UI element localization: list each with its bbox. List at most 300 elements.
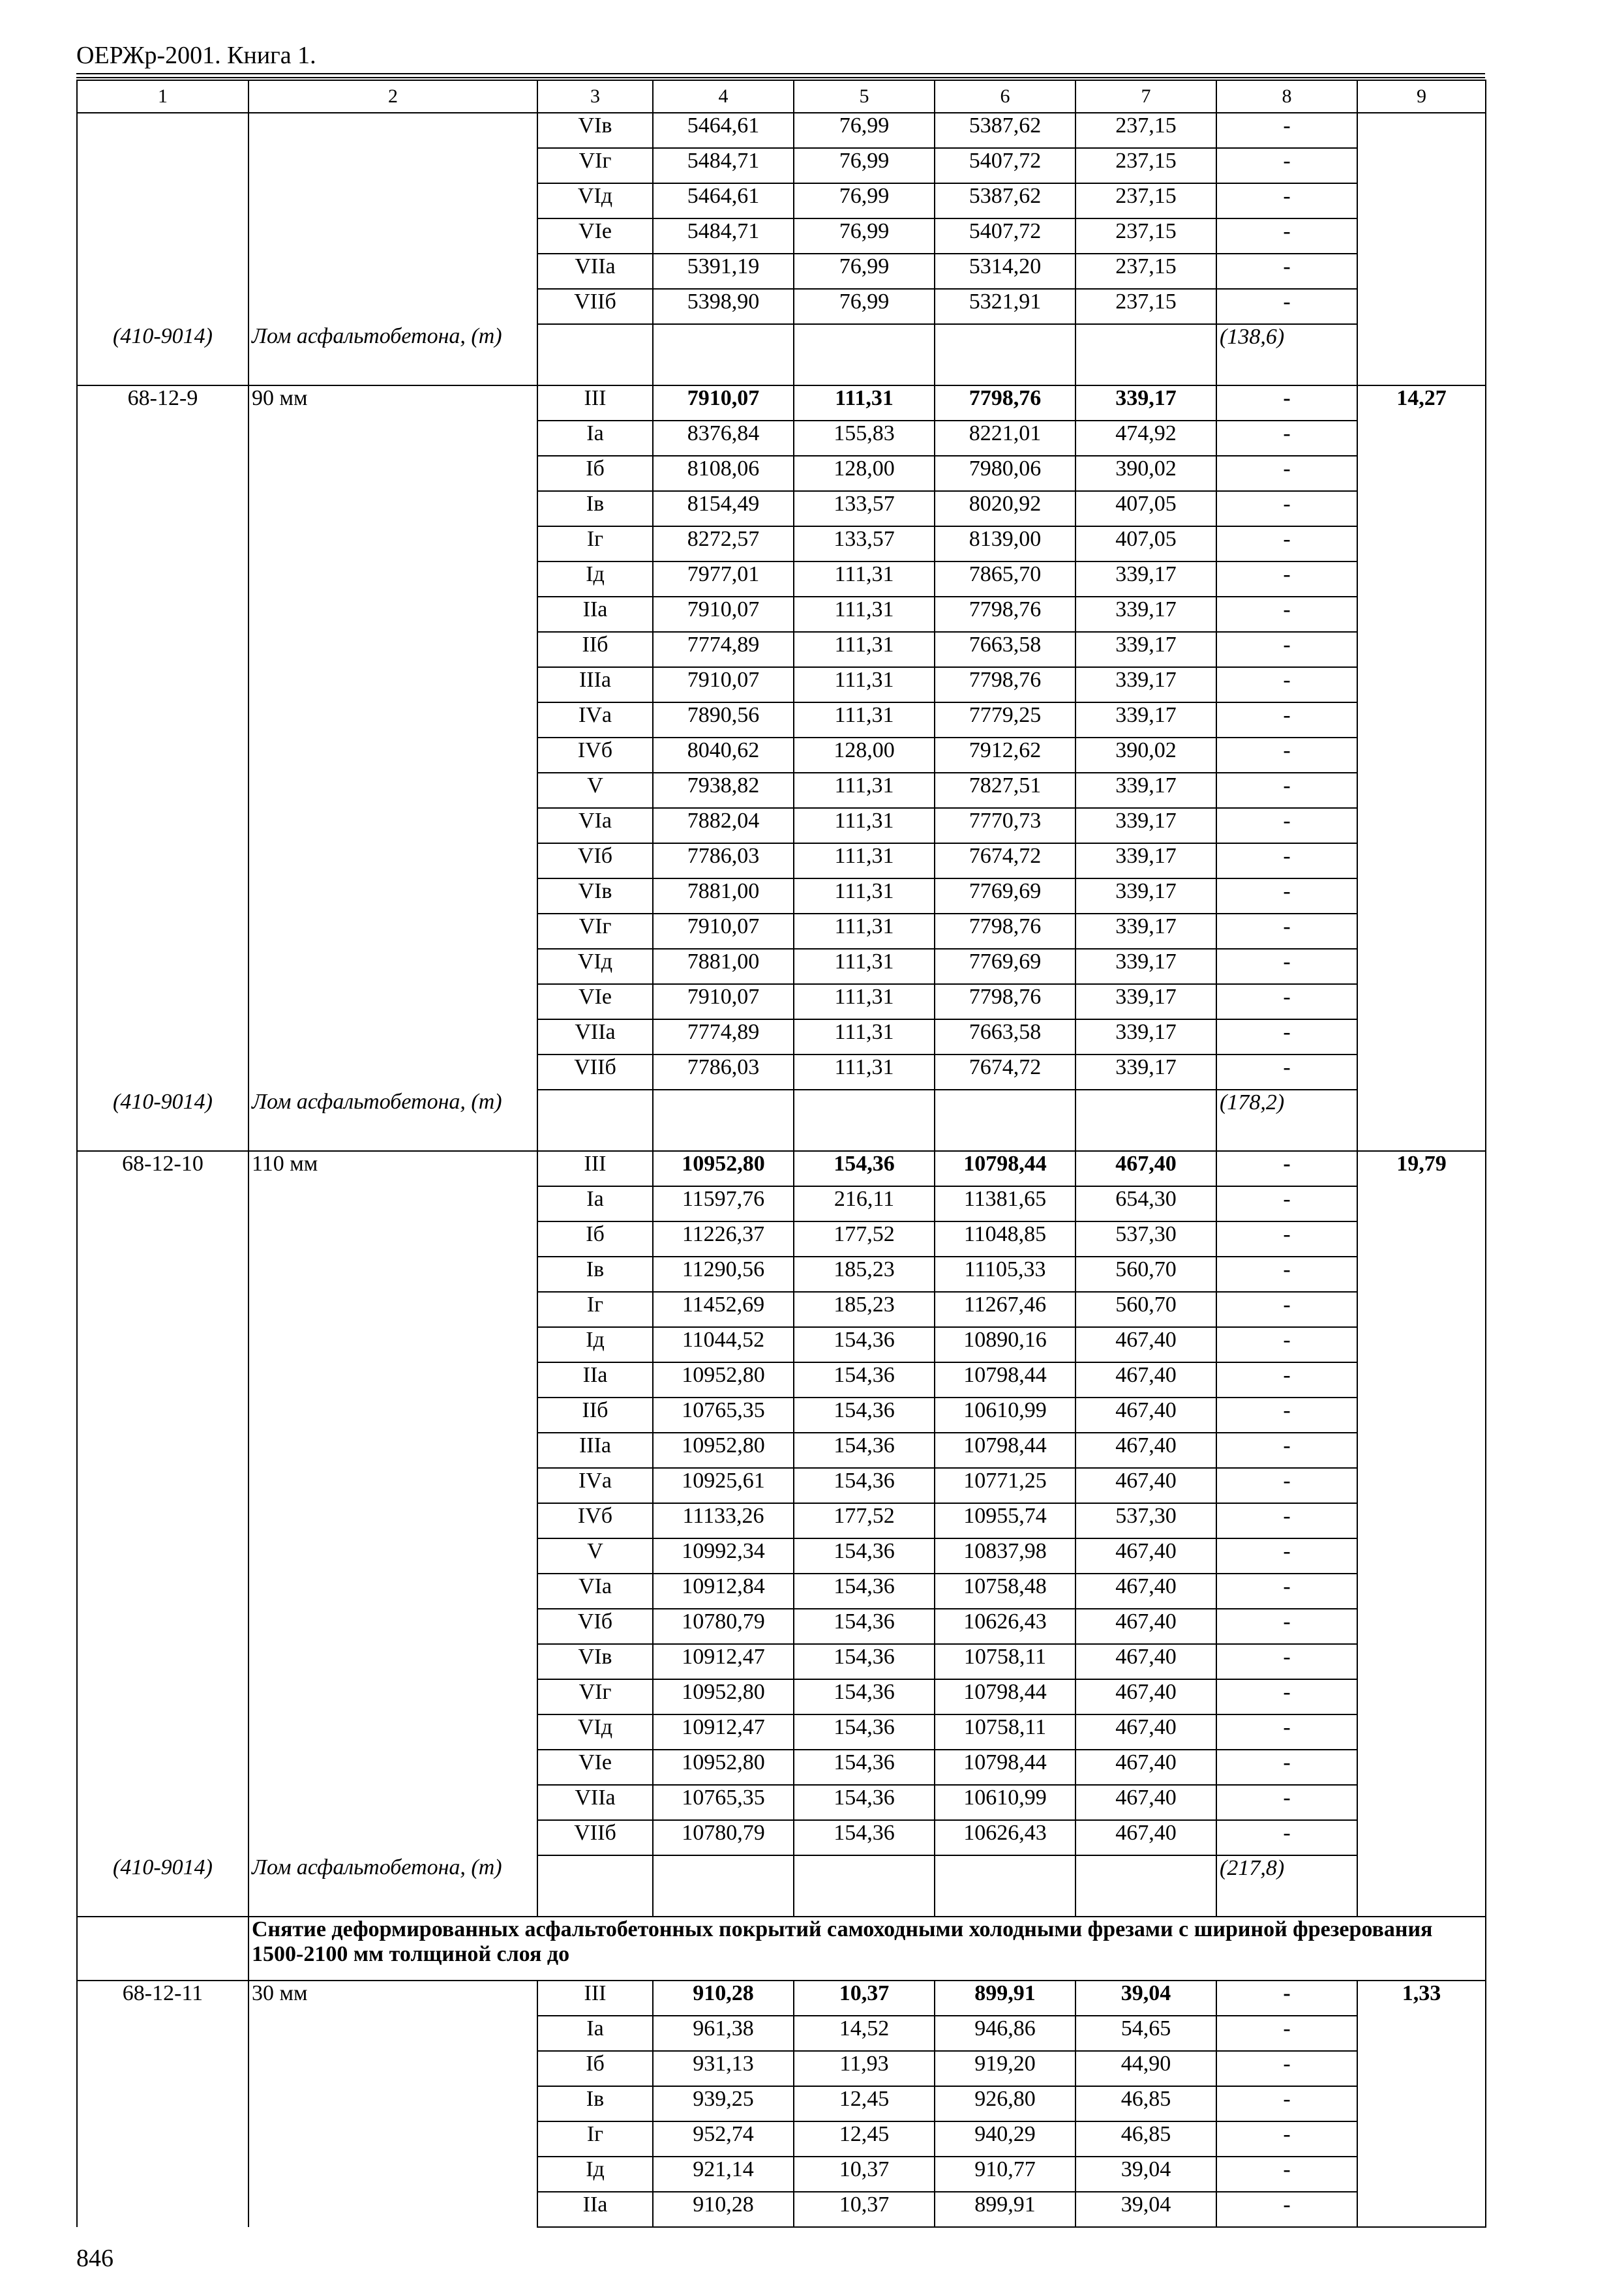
empty-cell (537, 1855, 653, 1917)
value-cell: 14,52 (794, 2016, 935, 2051)
zone-cell: VIг (537, 148, 653, 183)
value-cell: 10912,47 (653, 1714, 794, 1750)
value-cell: 154,36 (794, 1714, 935, 1750)
description-cell (248, 597, 537, 632)
description-cell (248, 878, 537, 914)
value-cell: - (1216, 949, 1357, 984)
code-cell (77, 1785, 248, 1820)
table-row (77, 808, 1486, 843)
description-cell (248, 2086, 537, 2121)
value-cell: - (1216, 526, 1357, 561)
code-cell (77, 2051, 248, 2086)
table-row (77, 148, 1486, 183)
value-cell: 339,17 (1075, 984, 1216, 1019)
material-row (77, 324, 1486, 385)
empty-cell (1075, 1855, 1216, 1917)
header-rule (76, 73, 1485, 74)
description-cell (248, 1820, 537, 1855)
value-cell: - (1216, 2157, 1357, 2192)
empty-cell (935, 1855, 1075, 1917)
value-cell: 185,23 (794, 1257, 935, 1292)
zone-cell: IVб (537, 738, 653, 773)
code-cell (77, 914, 248, 949)
section-empty-cell (77, 1917, 248, 1981)
code-cell (77, 843, 248, 878)
value-cell: 7798,76 (935, 984, 1075, 1019)
table-row (77, 667, 1486, 702)
value-cell: 128,00 (794, 738, 935, 773)
value-cell: 7770,73 (935, 808, 1075, 843)
value-cell: 10955,74 (935, 1503, 1075, 1538)
description-cell (248, 843, 537, 878)
value-cell: 10798,44 (935, 1362, 1075, 1398)
value-cell: - (1216, 1433, 1357, 1468)
value-cell: 76,99 (794, 218, 935, 254)
code-cell (77, 1257, 248, 1292)
code-cell (77, 1679, 248, 1714)
value-cell: 5398,90 (653, 289, 794, 324)
price-table (76, 80, 1486, 2228)
description-cell (248, 1750, 537, 1785)
value-cell: 910,77 (935, 2157, 1075, 2192)
value-cell: 940,29 (935, 2121, 1075, 2157)
description-cell: 90 мм (248, 385, 537, 421)
code-cell (77, 1292, 248, 1327)
value-cell: - (1216, 1019, 1357, 1055)
table-row (77, 1186, 1486, 1221)
value-cell: 7910,07 (653, 597, 794, 632)
zone-cell: Iб (537, 1221, 653, 1257)
description-cell (248, 1327, 537, 1362)
value-cell: - (1216, 183, 1357, 218)
table-row (77, 113, 1486, 148)
value-cell: - (1216, 738, 1357, 773)
description-cell (248, 632, 537, 667)
description-cell (248, 667, 537, 702)
value-cell: - (1216, 491, 1357, 526)
code-cell (77, 183, 248, 218)
code-cell (77, 421, 248, 456)
table-body (77, 80, 1486, 2227)
table-row (77, 773, 1486, 808)
table-row (77, 914, 1486, 949)
value-cell: 154,36 (794, 1151, 935, 1186)
empty-cell (794, 324, 935, 385)
value-cell: 133,57 (794, 491, 935, 526)
value-cell: 111,31 (794, 1055, 935, 1090)
value-cell: 467,40 (1075, 1714, 1216, 1750)
table-row (77, 1644, 1486, 1679)
description-cell (248, 1019, 537, 1055)
code-cell (77, 1503, 248, 1538)
value-cell: 10780,79 (653, 1609, 794, 1644)
value-cell: 7910,07 (653, 984, 794, 1019)
value-cell: 111,31 (794, 949, 935, 984)
zone-cell: VIв (537, 1644, 653, 1679)
code-cell (77, 2192, 248, 2227)
value-cell: 7881,00 (653, 949, 794, 984)
value-cell: - (1216, 561, 1357, 597)
description-cell (248, 1468, 537, 1503)
value-cell: 11,93 (794, 2051, 935, 2086)
code-cell (77, 773, 248, 808)
labor-cost-cell: 14,27 (1357, 385, 1486, 1151)
description-cell (248, 1055, 537, 1090)
material-quantity: (217,8) (1216, 1855, 1357, 1917)
zone-cell: III (537, 1151, 653, 1186)
value-cell: 177,52 (794, 1503, 935, 1538)
value-cell: - (1216, 1574, 1357, 1609)
code-cell (77, 113, 248, 148)
zone-cell: VIв (537, 878, 653, 914)
value-cell: 154,36 (794, 1820, 935, 1855)
material-name: Лом асфальтобетона, (т) (248, 324, 537, 385)
value-cell: 10912,84 (653, 1574, 794, 1609)
description-cell (248, 218, 537, 254)
table-row (77, 1538, 1486, 1574)
value-cell: 899,91 (935, 2192, 1075, 2227)
zone-cell: Iб (537, 456, 653, 491)
value-cell: - (1216, 843, 1357, 878)
value-cell: - (1216, 2086, 1357, 2121)
value-cell: 7798,76 (935, 667, 1075, 702)
code-cell (77, 1055, 248, 1090)
value-cell: - (1216, 667, 1357, 702)
code-cell (77, 1750, 248, 1785)
code-cell (77, 254, 248, 289)
value-cell: 10952,80 (653, 1362, 794, 1398)
code-cell (77, 1714, 248, 1750)
value-cell: - (1216, 456, 1357, 491)
code-cell (77, 949, 248, 984)
value-cell: 154,36 (794, 1433, 935, 1468)
value-cell: 7977,01 (653, 561, 794, 597)
description-cell (248, 254, 537, 289)
empty-cell (537, 1090, 653, 1151)
code-cell (77, 738, 248, 773)
zone-cell: VIIб (537, 289, 653, 324)
code-cell (77, 148, 248, 183)
value-cell: 111,31 (794, 843, 935, 878)
value-cell: 111,31 (794, 773, 935, 808)
value-cell: 39,04 (1075, 1981, 1216, 2016)
description-cell (248, 984, 537, 1019)
value-cell: 76,99 (794, 113, 935, 148)
value-cell: - (1216, 1292, 1357, 1327)
zone-cell: Iг (537, 2121, 653, 2157)
value-cell: 5464,61 (653, 113, 794, 148)
value-cell: - (1216, 218, 1357, 254)
value-cell: 76,99 (794, 289, 935, 324)
column-number: 8 (1216, 80, 1357, 113)
value-cell: 11105,33 (935, 1257, 1075, 1292)
value-cell: 111,31 (794, 878, 935, 914)
value-cell: 339,17 (1075, 385, 1216, 421)
value-cell: 467,40 (1075, 1750, 1216, 1785)
value-cell: - (1216, 597, 1357, 632)
value-cell: 7910,07 (653, 914, 794, 949)
value-cell: 46,85 (1075, 2121, 1216, 2157)
value-cell: 926,80 (935, 2086, 1075, 2121)
value-cell: 467,40 (1075, 1398, 1216, 1433)
value-cell: - (1216, 2121, 1357, 2157)
empty-cell (794, 1855, 935, 1917)
value-cell: 390,02 (1075, 738, 1216, 773)
value-cell: 339,17 (1075, 878, 1216, 914)
column-number-row (77, 80, 1486, 113)
value-cell: - (1216, 1055, 1357, 1090)
value-cell: - (1216, 1221, 1357, 1257)
value-cell: - (1216, 385, 1357, 421)
value-cell: 12,45 (794, 2086, 935, 2121)
value-cell: 39,04 (1075, 2192, 1216, 2227)
value-cell: - (1216, 2051, 1357, 2086)
code-cell (77, 2086, 248, 2121)
value-cell: 537,30 (1075, 1221, 1216, 1257)
value-cell: 467,40 (1075, 1151, 1216, 1186)
column-number: 2 (248, 80, 537, 113)
table-row (77, 1609, 1486, 1644)
code-cell (77, 456, 248, 491)
value-cell: 10610,99 (935, 1398, 1075, 1433)
zone-cell: Iа (537, 2016, 653, 2051)
table-row (77, 1292, 1486, 1327)
value-cell: 8154,49 (653, 491, 794, 526)
description-cell (248, 1714, 537, 1750)
labor-cost-cell: 1,33 (1357, 1981, 1486, 2227)
value-cell: 407,05 (1075, 491, 1216, 526)
description-cell (248, 148, 537, 183)
value-cell: 7798,76 (935, 385, 1075, 421)
table-row (77, 526, 1486, 561)
empty-cell (653, 324, 794, 385)
value-cell: 154,36 (794, 1785, 935, 1820)
description-cell (248, 1574, 537, 1609)
table-row (77, 1362, 1486, 1398)
table-row (77, 597, 1486, 632)
zone-cell: VIа (537, 808, 653, 843)
value-cell: - (1216, 773, 1357, 808)
zone-cell: Iг (537, 526, 653, 561)
description-cell (248, 2016, 537, 2051)
code-cell (77, 878, 248, 914)
value-cell: 8020,92 (935, 491, 1075, 526)
value-cell: 7882,04 (653, 808, 794, 843)
value-cell: 11133,26 (653, 1503, 794, 1538)
value-cell: 467,40 (1075, 1433, 1216, 1468)
value-cell: 10758,11 (935, 1714, 1075, 1750)
value-cell: 7769,69 (935, 949, 1075, 984)
value-cell: 11267,46 (935, 1292, 1075, 1327)
value-cell: 10952,80 (653, 1151, 794, 1186)
description-cell (248, 289, 537, 324)
value-cell: 10890,16 (935, 1327, 1075, 1362)
value-cell: 7910,07 (653, 667, 794, 702)
value-cell: 5407,72 (935, 148, 1075, 183)
value-cell: - (1216, 254, 1357, 289)
value-cell: 7663,58 (935, 1019, 1075, 1055)
value-cell: 10798,44 (935, 1151, 1075, 1186)
table-row (77, 1750, 1486, 1785)
zone-cell: Iд (537, 1327, 653, 1362)
value-cell: 10626,43 (935, 1820, 1075, 1855)
value-cell: 177,52 (794, 1221, 935, 1257)
table-row (77, 1468, 1486, 1503)
code-cell (77, 1398, 248, 1433)
table-row (77, 949, 1486, 984)
code-cell (77, 2121, 248, 2157)
value-cell: - (1216, 148, 1357, 183)
table-row (77, 1151, 1486, 1186)
zone-cell: VIе (537, 218, 653, 254)
value-cell: 154,36 (794, 1679, 935, 1714)
code-cell (77, 2016, 248, 2051)
value-cell: 10837,98 (935, 1538, 1075, 1574)
table-row (77, 738, 1486, 773)
value-cell: - (1216, 1503, 1357, 1538)
table-row (77, 2051, 1486, 2086)
value-cell: 154,36 (794, 1644, 935, 1679)
value-cell: 11452,69 (653, 1292, 794, 1327)
description-cell (248, 1503, 537, 1538)
value-cell: - (1216, 808, 1357, 843)
value-cell: 7786,03 (653, 843, 794, 878)
description-cell (248, 1398, 537, 1433)
table-row (77, 632, 1486, 667)
zone-cell: VIе (537, 1750, 653, 1785)
value-cell: 46,85 (1075, 2086, 1216, 2121)
description-cell (248, 1785, 537, 1820)
section-title-row (77, 1917, 1486, 1981)
value-cell: 921,14 (653, 2157, 794, 2192)
value-cell: 10952,80 (653, 1750, 794, 1785)
material-code: (410-9014) (77, 1855, 248, 1917)
value-cell: 11290,56 (653, 1257, 794, 1292)
table-row (77, 1503, 1486, 1538)
zone-cell: Iг (537, 1292, 653, 1327)
value-cell: 339,17 (1075, 597, 1216, 632)
material-name: Лом асфальтобетона, (т) (248, 1090, 537, 1151)
value-cell: - (1216, 1644, 1357, 1679)
value-cell: 154,36 (794, 1574, 935, 1609)
description-cell (248, 421, 537, 456)
value-cell: 10,37 (794, 2157, 935, 2192)
zone-cell: VIIб (537, 1055, 653, 1090)
value-cell: 111,31 (794, 808, 935, 843)
table-row (77, 491, 1486, 526)
table-row (77, 843, 1486, 878)
value-cell: 339,17 (1075, 1019, 1216, 1055)
value-cell: 8040,62 (653, 738, 794, 773)
value-cell: - (1216, 2192, 1357, 2227)
table-row (77, 1055, 1486, 1090)
value-cell: 946,86 (935, 2016, 1075, 2051)
value-cell: - (1216, 878, 1357, 914)
empty-cell (653, 1855, 794, 1917)
page-number: 846 (76, 2245, 113, 2272)
table-row (77, 1327, 1486, 1362)
description-cell (248, 2157, 537, 2192)
value-cell: 10758,11 (935, 1644, 1075, 1679)
description-cell (248, 2121, 537, 2157)
value-cell: 467,40 (1075, 1820, 1216, 1855)
zone-cell: IIIа (537, 667, 653, 702)
material-code: (410-9014) (77, 1090, 248, 1151)
value-cell: 5484,71 (653, 148, 794, 183)
value-cell: - (1216, 984, 1357, 1019)
value-cell: 10798,44 (935, 1750, 1075, 1785)
value-cell: 339,17 (1075, 949, 1216, 984)
value-cell: 7890,56 (653, 702, 794, 738)
description-cell (248, 1644, 537, 1679)
zone-cell: III (537, 1981, 653, 2016)
value-cell: 128,00 (794, 456, 935, 491)
value-cell: 467,40 (1075, 1679, 1216, 1714)
value-cell: 7798,76 (935, 914, 1075, 949)
description-cell (248, 949, 537, 984)
value-cell: 339,17 (1075, 561, 1216, 597)
value-cell: 111,31 (794, 561, 935, 597)
value-cell: - (1216, 632, 1357, 667)
code-cell: 68-12-10 (77, 1151, 248, 1186)
value-cell: 537,30 (1075, 1503, 1216, 1538)
value-cell: 10,37 (794, 1981, 935, 2016)
value-cell: 474,92 (1075, 421, 1216, 456)
value-cell: 5321,91 (935, 289, 1075, 324)
table-row (77, 385, 1486, 421)
table-row (77, 2016, 1486, 2051)
code-cell (77, 984, 248, 1019)
table-row (77, 1257, 1486, 1292)
code-cell (77, 526, 248, 561)
code-cell: 68-12-9 (77, 385, 248, 421)
value-cell: 910,28 (653, 1981, 794, 2016)
value-cell: - (1216, 1785, 1357, 1820)
value-cell: 237,15 (1075, 183, 1216, 218)
value-cell: - (1216, 1151, 1357, 1186)
value-cell: 10610,99 (935, 1785, 1075, 1820)
value-cell: 467,40 (1075, 1468, 1216, 1503)
table-row (77, 2121, 1486, 2157)
zone-cell: VIд (537, 1714, 653, 1750)
value-cell: 237,15 (1075, 113, 1216, 148)
value-cell: 339,17 (1075, 843, 1216, 878)
material-row (77, 1090, 1486, 1151)
value-cell: - (1216, 289, 1357, 324)
description-cell (248, 561, 537, 597)
material-name: Лом асфальтобетона, (т) (248, 1855, 537, 1917)
value-cell: 237,15 (1075, 289, 1216, 324)
value-cell: 8272,57 (653, 526, 794, 561)
column-number: 9 (1357, 80, 1486, 113)
table-row (77, 1221, 1486, 1257)
value-cell: 154,36 (794, 1538, 935, 1574)
value-cell: 111,31 (794, 385, 935, 421)
description-cell (248, 1257, 537, 1292)
column-number: 4 (653, 80, 794, 113)
zone-cell: V (537, 773, 653, 808)
code-cell (77, 1221, 248, 1257)
empty-cell (653, 1090, 794, 1151)
value-cell: 952,74 (653, 2121, 794, 2157)
description-cell (248, 773, 537, 808)
value-cell: 7881,00 (653, 878, 794, 914)
table-row (77, 1820, 1486, 1855)
zone-cell: IIб (537, 1398, 653, 1433)
value-cell: 237,15 (1075, 148, 1216, 183)
value-cell: 7674,72 (935, 1055, 1075, 1090)
value-cell: 155,83 (794, 421, 935, 456)
